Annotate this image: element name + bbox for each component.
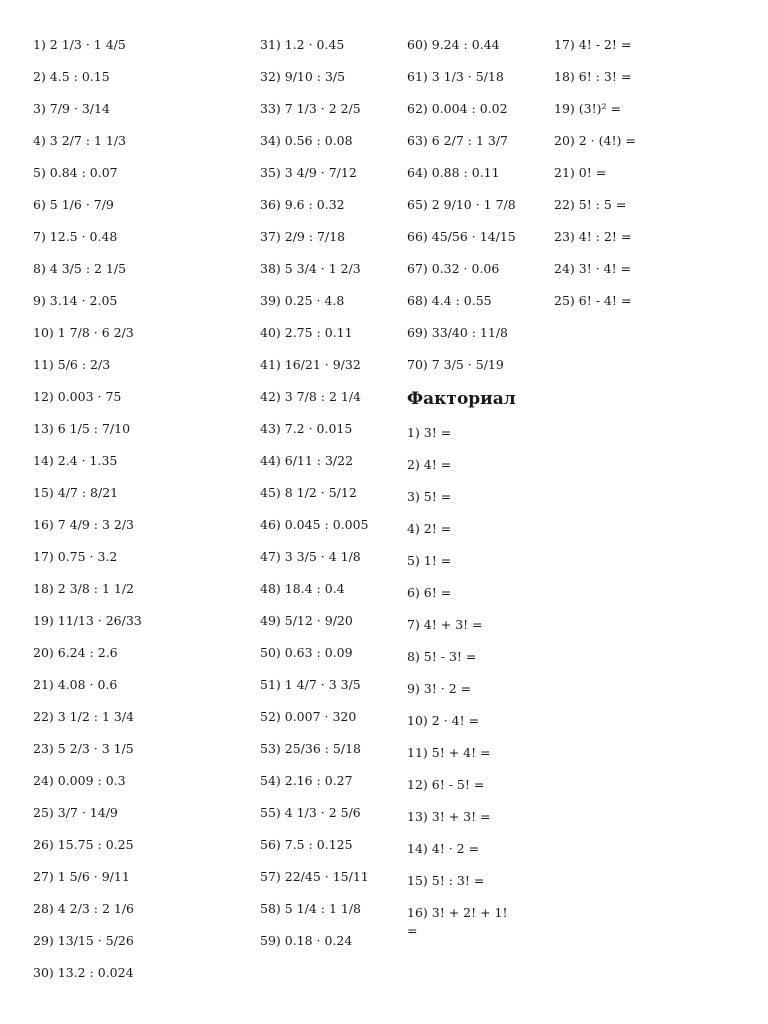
exercise-item: 27) 1 5/6 · 9/11	[33, 869, 130, 884]
factorial-heading: Факториал	[407, 389, 516, 409]
exercise-item: 4) 3 2/7 : 1 1/3	[33, 133, 127, 148]
exercise-item: 51) 1 4/7 · 3 3/5	[260, 677, 361, 692]
exercise-item: 21) 0! =	[554, 165, 607, 180]
exercise-item: 62) 0.004 : 0.02	[407, 101, 508, 116]
exercise-item: 30) 13.2 : 0.024	[33, 965, 134, 980]
exercise-item: 49) 5/12 · 9/20	[260, 613, 353, 628]
exercise-item: 55) 4 1/3 · 2 5/6	[260, 805, 361, 820]
exercise-item: 10) 1 7/8 · 6 2/3	[33, 325, 134, 340]
exercise-item: 10) 2 · 4! =	[407, 713, 480, 728]
exercise-item: 35) 3 4/9 · 7/12	[260, 165, 357, 180]
exercise-item: 7) 12.5 · 0.48	[33, 229, 118, 244]
exercise-item: 14) 2.4 · 1.35	[33, 453, 118, 468]
exercise-item: 50) 0.63 : 0.09	[260, 645, 353, 660]
exercise-item: 28) 4 2/3 : 2 1/6	[33, 901, 135, 916]
exercise-list-continued	[407, 36, 517, 374]
exercise-item: 11) 5! + 4! =	[407, 745, 491, 760]
exercise-item: 34) 0.56 : 0.08	[260, 133, 353, 148]
exercise-item: 47) 3 3/5 · 4 1/8	[260, 549, 361, 564]
exercise-item: 17) 0.75 · 3.2	[33, 549, 118, 564]
exercise-item: 54) 2.16 : 0.27	[260, 773, 353, 788]
exercise-item: 12) 0.003 · 75	[33, 389, 122, 404]
exercise-item: 58) 5 1/4 : 1 1/8	[260, 901, 362, 916]
exercise-item: 40) 2.75 : 0.11	[260, 325, 353, 340]
exercise-item: 11) 5/6 : 2/3	[33, 357, 111, 372]
exercise-item: 24) 0.009 : 0.3	[33, 773, 126, 788]
exercise-item: 23) 5 2/3 · 3 1/5	[33, 741, 134, 756]
exercise-item: 5) 0.84 : 0.07	[33, 165, 118, 180]
exercise-item: 37) 2/9 : 7/18	[260, 229, 346, 244]
exercise-item: 68) 4.4 : 0.55	[407, 293, 492, 308]
exercise-item: 9) 3! · 2 =	[407, 681, 472, 696]
exercise-item: 48) 18.4 : 0.4	[260, 581, 345, 596]
exercise-item: 12) 6! - 5! =	[407, 777, 485, 792]
exercise-item: 1) 3! =	[407, 425, 452, 440]
exercise-item: 7) 4! + 3! =	[407, 617, 483, 632]
exercise-item: 16) 3! + 2! + 1! =	[407, 905, 508, 938]
exercise-column-1	[33, 36, 248, 996]
exercise-item: 19) 11/13 · 26/33	[33, 613, 142, 628]
exercise-item: 67) 0.32 · 0.06	[407, 261, 500, 276]
factorial-exercise-column	[554, 36, 714, 324]
exercise-item: 5) 1! =	[407, 553, 452, 568]
exercise-item: 52) 0.007 · 320	[260, 709, 357, 724]
exercise-item: 15) 5! : 3! =	[407, 873, 485, 888]
exercise-item: 63) 6 2/7 : 1 3/7	[407, 133, 509, 148]
exercise-item: 45) 8 1/2 · 5/12	[260, 485, 357, 500]
exercise-item: 2) 4! =	[407, 457, 452, 472]
exercise-item: 13) 3! + 3! =	[407, 809, 491, 824]
exercise-item: 18) 2 3/8 : 1 1/2	[33, 581, 135, 596]
exercise-item: 2) 4.5 : 0.15	[33, 69, 110, 84]
exercise-item: 60) 9.24 : 0.44	[407, 37, 500, 52]
exercise-item: 20) 2 · (4!) =	[554, 133, 636, 148]
exercise-item: 21) 4.08 · 0.6	[33, 677, 118, 692]
exercise-item: 44) 6/11 : 3/22	[260, 453, 354, 468]
exercise-item: 70) 7 3/5 · 5/19	[407, 357, 504, 372]
exercise-item: 32) 9/10 : 3/5	[260, 69, 346, 84]
exercise-item: 46) 0.045 : 0.005	[260, 517, 369, 532]
exercise-item: 24) 3! · 4! =	[554, 261, 632, 276]
exercise-item: 25) 6! - 4! =	[554, 293, 632, 308]
exercise-item: 23) 4! : 2! =	[554, 229, 632, 244]
exercise-item: 38) 5 3/4 · 1 2/3	[260, 261, 361, 276]
exercise-item: 22) 3 1/2 : 1 3/4	[33, 709, 135, 724]
exercise-item: 69) 33/40 : 11/8	[407, 325, 509, 340]
exercise-item: 29) 13/15 · 5/26	[33, 933, 134, 948]
exercise-item: 15) 4/7 : 8/21	[33, 485, 119, 500]
exercise-item: 26) 15.75 : 0.25	[33, 837, 134, 852]
exercise-item: 56) 7.5 : 0.125	[260, 837, 353, 852]
exercise-item: 3) 7/9 · 3/14	[33, 101, 110, 116]
exercise-item: 13) 6 1/5 : 7/10	[33, 421, 131, 436]
exercise-item: 8) 4 3/5 : 2 1/5	[33, 261, 127, 276]
exercise-item: 65) 2 9/10 · 1 7/8	[407, 197, 516, 212]
exercise-item: 17) 4! - 2! =	[554, 37, 632, 52]
exercise-item: 57) 22/45 · 15/11	[260, 869, 369, 884]
exercise-item: 61) 3 1/3 · 5/18	[407, 69, 504, 84]
exercise-item: 53) 25/36 : 5/18	[260, 741, 362, 756]
exercise-item: 41) 16/21 · 9/32	[260, 357, 361, 372]
exercise-item: 4) 2! =	[407, 521, 452, 536]
exercise-item: 8) 5! - 3! =	[407, 649, 477, 664]
exercise-item: 18) 6! : 3! =	[554, 69, 632, 84]
exercise-item: 64) 0.88 : 0.11	[407, 165, 500, 180]
exercise-item: 43) 7.2 · 0.015	[260, 421, 353, 436]
factorial-exercise-list	[407, 424, 517, 940]
exercise-item: 6) 6! =	[407, 585, 452, 600]
exercise-item: 59) 0.18 · 0.24	[260, 933, 353, 948]
exercise-item: 9) 3.14 · 2.05	[33, 293, 118, 308]
exercise-item: 22) 5! : 5 =	[554, 197, 627, 212]
exercise-item: 14) 4! · 2 =	[407, 841, 480, 856]
exercise-item: 33) 7 1/3 · 2 2/5	[260, 101, 361, 116]
exercise-item: 25) 3/7 · 14/9	[33, 805, 118, 820]
exercise-item: 39) 0.25 · 4.8	[260, 293, 345, 308]
exercise-item: 3) 5! =	[407, 489, 452, 504]
exercise-item: 36) 9.6 : 0.32	[260, 197, 345, 212]
exercise-item: 19) (3!)² =	[554, 101, 621, 116]
exercise-item: 1) 2 1/3 · 1 4/5	[33, 37, 126, 52]
exercise-item: 20) 6.24 : 2.6	[33, 645, 118, 660]
exercise-item: 6) 5 1/6 · 7/9	[33, 197, 114, 212]
exercise-column-2	[260, 36, 370, 964]
exercise-item: 31) 1.2 · 0.45	[260, 37, 345, 52]
exercise-item: 42) 3 7/8 : 2 1/4	[260, 389, 362, 404]
exercise-item: 66) 45/56 · 14/15	[407, 229, 516, 244]
exercise-column-3	[407, 36, 517, 954]
exercise-item: 16) 7 4/9 : 3 2/3	[33, 517, 135, 532]
